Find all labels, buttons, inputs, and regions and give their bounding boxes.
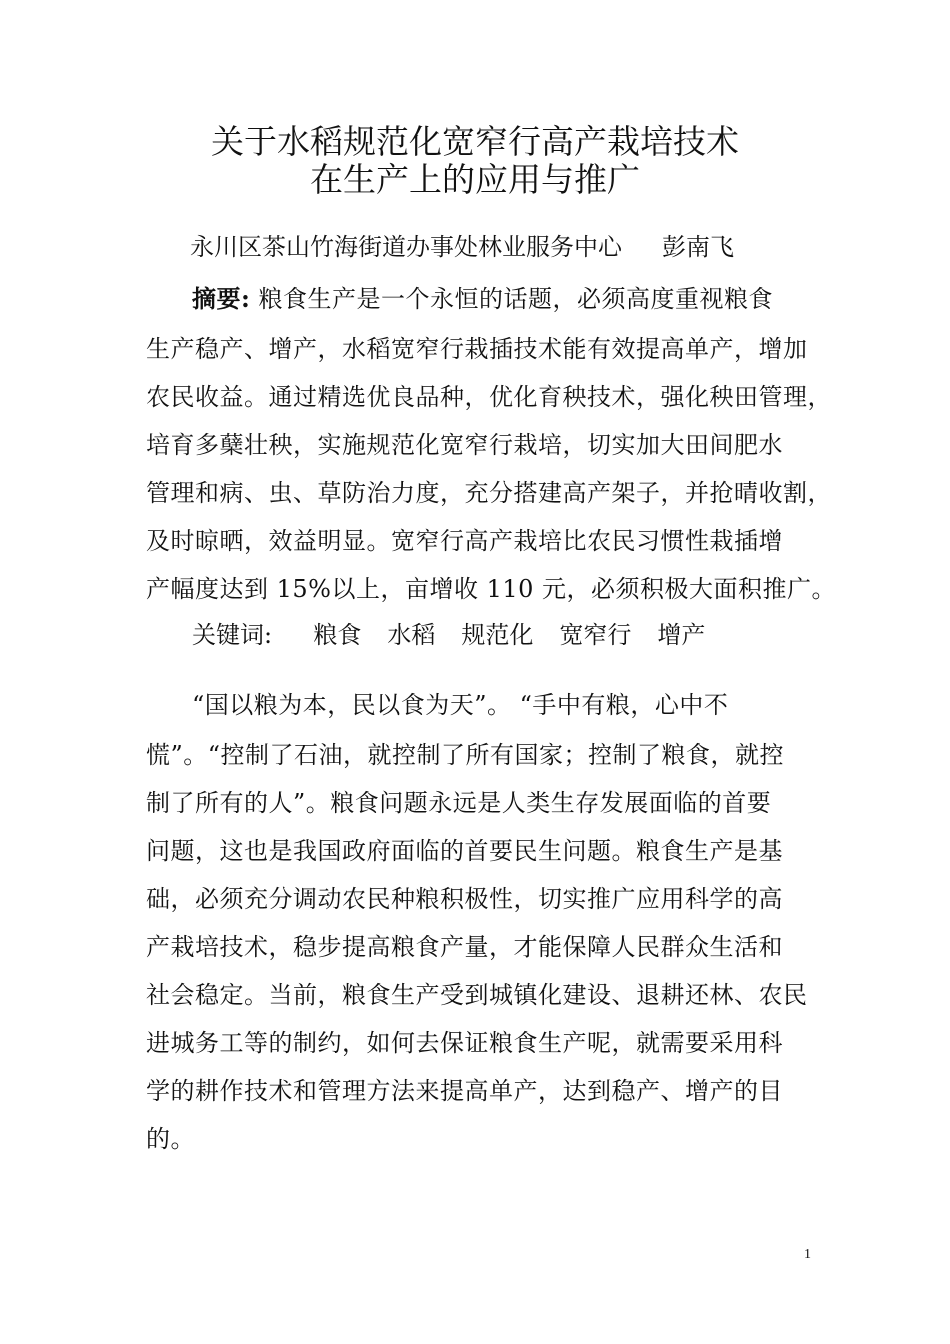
keyword: 水稻: [387, 621, 436, 649]
abstract-line: 管理和病、虫、草防治力度，充分搭建高产架子，并抢晴收割，: [146, 479, 832, 507]
abstract-line: [192, 284, 872, 314]
abstract-line: 培育多蘖壮秧，实施规范化宽窄行栽培，切实加大田间肥水: [146, 431, 783, 459]
abstract-line: 产幅度达到 15%以上，亩增收 110 元，必须积极大面积推广。: [146, 575, 837, 603]
abstract-text: 粮食生产是一个永恒的话题，必须高度重视粮食: [250, 285, 773, 313]
body-line: 产栽培技术，稳步提高粮食产量，才能保障人民群众生活和: [146, 933, 783, 961]
body-line: 础，必须充分调动农民种粮积极性，切实推广应用科学的高: [146, 885, 783, 913]
abstract-line: 生产稳产、增产，水稻宽窄行栽插技术能有效提高单产，增加: [146, 335, 808, 363]
page-number: 1: [804, 1247, 811, 1262]
keywords-line: [192, 620, 705, 650]
body-line: 的。: [146, 1125, 195, 1153]
body-line: 问题，这也是我国政府面临的首要民生问题。粮食生产是基: [146, 837, 783, 865]
body-line: 进城务工等的制约，如何去保证粮食生产呢，就需要采用科: [146, 1029, 783, 1057]
abstract-line: 及时晾晒，效益明显。宽窄行高产栽培比农民习惯性栽插增: [146, 527, 783, 555]
body-line: 社会稳定。当前，粮食生产受到城镇化建设、退耕还林、农民: [146, 981, 808, 1009]
keywords-label: 关键词:: [192, 621, 273, 649]
title-line-1: 关于水稻规范化宽窄行高产栽培技术: [211, 122, 739, 161]
body-line: 制了所有的人”。粮食问题永远是人类生存发展面临的首要: [146, 789, 772, 817]
body-line: “国以粮为本，民以食为天”。 “手中有粮，心中不: [192, 691, 729, 719]
author-organization: 永川区茶山竹海街道办事处林业服务中心: [190, 233, 622, 261]
keyword: 规范化: [461, 621, 534, 649]
abstract-line: 农民收益。通过精选优良品种，优化育秧技术，强化秧田管理，: [146, 383, 832, 411]
abstract-label: 摘要:: [192, 284, 251, 313]
keyword: 增产: [657, 621, 706, 649]
keyword: 粮食: [313, 621, 362, 649]
title-line-2: 在生产上的应用与推广: [310, 160, 640, 199]
keyword: 宽窄行: [559, 621, 632, 649]
author-line: [190, 232, 734, 262]
body-line: 慌”。“控制了石油，就控制了所有国家；控制了粮食，就控: [146, 741, 785, 769]
author-name: 彭南飞: [662, 233, 734, 261]
body-line: 学的耕作技术和管理方法来提高单产，达到稳产、增产的目: [146, 1077, 783, 1105]
